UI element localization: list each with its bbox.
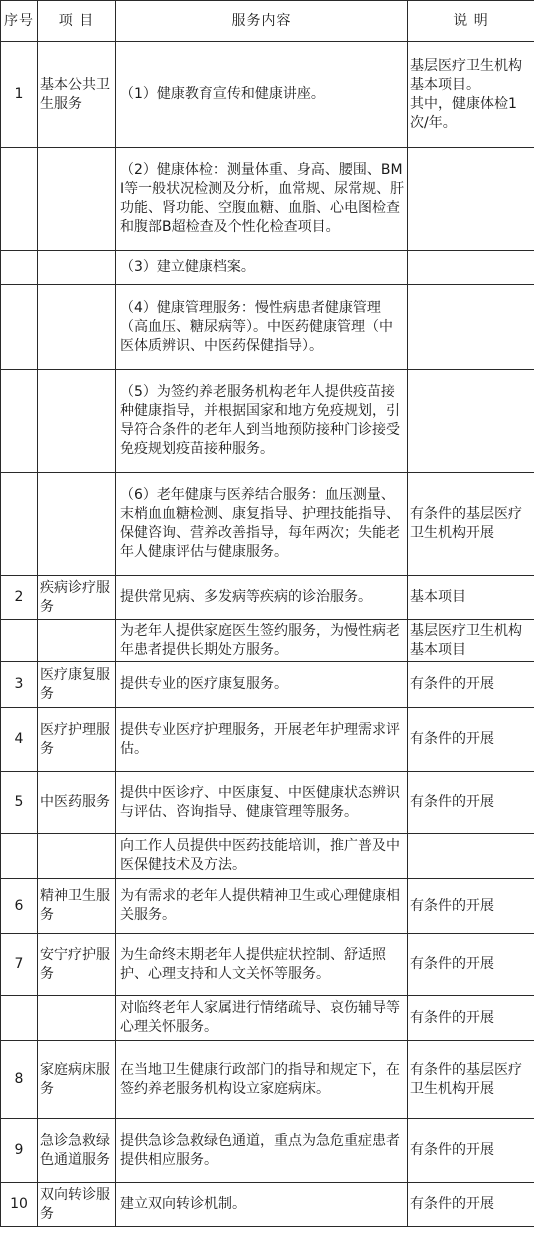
- row-index: 6: [1, 879, 38, 934]
- row-item: 急诊急救绿色通道服务: [38, 1119, 116, 1183]
- row-note: 有条件的开展: [408, 996, 535, 1041]
- table-row: [1, 251, 535, 285]
- table-row: [1, 708, 535, 772]
- table-row: [1, 148, 535, 251]
- row-content: （3）建立健康档案。: [116, 251, 408, 285]
- row-content: 建立双向转诊机制。: [116, 1183, 408, 1227]
- row-item: 双向转诊服务: [38, 1183, 116, 1227]
- row-item: [38, 834, 116, 879]
- row-item: 疾病诊疗服务: [38, 576, 116, 620]
- row-item: 家庭病床服务: [38, 1041, 116, 1119]
- row-content: 为生命终末期老年人提供症状控制、舒适照护、心理支持和人文关怀等服务。: [116, 934, 408, 996]
- row-content: 提供急诊急救绿色通道，重点为急危重症患者提供相应服务。: [116, 1119, 408, 1183]
- row-content: （4）健康管理服务：慢性病患者健康管理（高血压、糖尿病等）。中医药健康管理（中医体质辨识、中医药保健指导）。: [116, 285, 408, 370]
- row-index: [1, 834, 38, 879]
- row-index: [1, 148, 38, 251]
- row-item: 中医药服务: [38, 772, 116, 834]
- row-content: （1）健康教育宣传和健康讲座。: [116, 42, 408, 148]
- row-item: [38, 620, 116, 662]
- row-content: 提供专业医疗护理服务，开展老年护理需求评估。: [116, 708, 408, 772]
- row-index: 7: [1, 934, 38, 996]
- table-header-row: [1, 1, 535, 42]
- table-row: [1, 1041, 535, 1119]
- table-row: [1, 473, 535, 576]
- table-row: [1, 1119, 535, 1183]
- row-item: [38, 285, 116, 370]
- row-item: 安宁疗护服务: [38, 934, 116, 996]
- row-content: （6）老年健康与医养结合服务：血压测量、末梢血血糖检测、康复指导、护理技能指导、保健咨询、营养改善指导，每年两次；失能老年人健康评估与健康服务。: [116, 473, 408, 576]
- row-note: [408, 148, 535, 251]
- table-row: [1, 996, 535, 1041]
- row-note: 基层医疗卫生机构基本项目。 其中，健康体检1次/年。: [408, 42, 535, 148]
- row-index: 1: [1, 42, 38, 148]
- row-index: [1, 285, 38, 370]
- table-row: [1, 934, 535, 996]
- table-row: [1, 772, 535, 834]
- row-content: 提供专业的医疗康复服务。: [116, 662, 408, 708]
- row-note: [408, 251, 535, 285]
- table-row: [1, 834, 535, 879]
- row-index: 9: [1, 1119, 38, 1183]
- row-note: 基本项目: [408, 576, 535, 620]
- table-body: [1, 42, 535, 1227]
- row-content: 提供中医诊疗、中医康复、中医健康状态辨识与评估、咨询指导、健康管理等服务。: [116, 772, 408, 834]
- row-note: 有条件的基层医疗卫生机构开展: [408, 1041, 535, 1119]
- row-note: 有条件的开展: [408, 1183, 535, 1227]
- table-row: [1, 879, 535, 934]
- header-note: 说 明: [408, 1, 535, 42]
- row-content: 对临终老年人家属进行情绪疏导、哀伤辅导等心理关怀服务。: [116, 996, 408, 1041]
- row-note: [408, 285, 535, 370]
- row-index: [1, 996, 38, 1041]
- table-row: [1, 576, 535, 620]
- row-item: [38, 251, 116, 285]
- table-row: [1, 285, 535, 370]
- row-note: 有条件的基层医疗卫生机构开展: [408, 473, 535, 576]
- row-index: 5: [1, 772, 38, 834]
- row-content: 为老年人提供家庭医生签约服务，为慢性病老年患者提供长期处方服务。: [116, 620, 408, 662]
- table-row: [1, 620, 535, 662]
- row-item: [38, 996, 116, 1041]
- row-index: [1, 620, 38, 662]
- header-index: 序号: [1, 1, 38, 42]
- table-row: [1, 662, 535, 708]
- row-content: 在当地卫生健康行政部门的指导和规定下，在签约养老服务机构设立家庭病床。: [116, 1041, 408, 1119]
- row-index: 2: [1, 576, 38, 620]
- row-index: 4: [1, 708, 38, 772]
- row-content: （5）为签约养老服务机构老年人提供疫苗接种健康指导，并根据国家和地方免疫规划，引导符合条件的老年人到当地预防接种门诊接受免疫规划疫苗接种服务。: [116, 370, 408, 473]
- row-item: 基本公共卫生服务: [38, 42, 116, 148]
- row-item: [38, 473, 116, 576]
- header-item: 项 目: [38, 1, 116, 42]
- row-note: 有条件的开展: [408, 772, 535, 834]
- row-index: [1, 473, 38, 576]
- row-index: 10: [1, 1183, 38, 1227]
- table-row: [1, 42, 535, 148]
- row-item: 医疗康复服务: [38, 662, 116, 708]
- row-note: 有条件的开展: [408, 662, 535, 708]
- row-note: 有条件的开展: [408, 879, 535, 934]
- row-index: [1, 370, 38, 473]
- row-content: （2）健康体检：测量体重、身高、腰围、BMI等一般状况检测及分析，血常规、尿常规、肝功能、肾功能、空腹血糖、血脂、心电图检查和腹部B超检查及个性化检查项目。: [116, 148, 408, 251]
- header-content: 服务内容: [116, 1, 408, 42]
- row-item: 精神卫生服务: [38, 879, 116, 934]
- row-note: 基层医疗卫生机构基本项目: [408, 620, 535, 662]
- row-note: 有条件的开展: [408, 934, 535, 996]
- row-index: 3: [1, 662, 38, 708]
- row-item: 医疗护理服务: [38, 708, 116, 772]
- row-index: [1, 251, 38, 285]
- table-row: [1, 1183, 535, 1227]
- row-note: 有条件的开展: [408, 708, 535, 772]
- row-index: 8: [1, 1041, 38, 1119]
- table-row: [1, 370, 535, 473]
- row-content: 提供常见病、多发病等疾病的诊治服务。: [116, 576, 408, 620]
- row-note: 有条件的开展: [408, 1119, 535, 1183]
- row-note: [408, 370, 535, 473]
- row-note: [408, 834, 535, 879]
- row-content: 向工作人员提供中医药技能培训，推广普及中医保健技术及方法。: [116, 834, 408, 879]
- row-item: [38, 148, 116, 251]
- row-content: 为有需求的老年人提供精神卫生或心理健康相关服务。: [116, 879, 408, 934]
- row-item: [38, 370, 116, 473]
